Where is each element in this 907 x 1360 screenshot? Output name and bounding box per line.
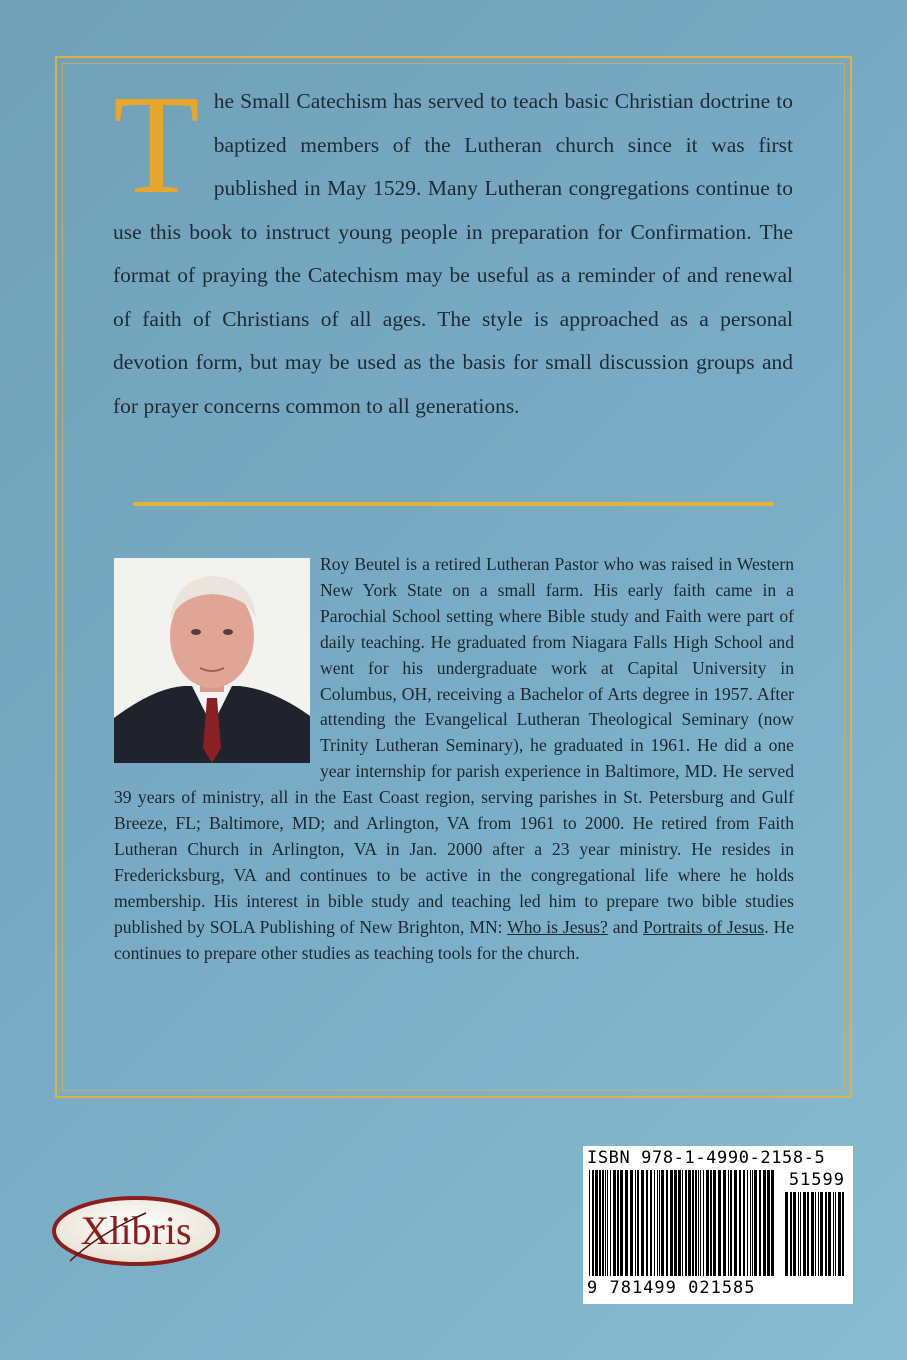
barcode-bar	[700, 1170, 701, 1276]
barcode-bar	[833, 1192, 834, 1276]
barcode-bar	[674, 1170, 677, 1276]
gold-divider	[133, 502, 773, 506]
barcode-bar	[595, 1170, 598, 1276]
barcode-bar	[800, 1192, 801, 1276]
barcode-bar	[759, 1170, 761, 1276]
barcode-bar	[752, 1170, 753, 1276]
barcode-bar	[602, 1170, 604, 1276]
barcode-bar	[842, 1192, 844, 1276]
barcode-bar	[838, 1192, 841, 1276]
addon-bars	[783, 1192, 847, 1280]
barcode-bar	[646, 1170, 648, 1276]
barcode-bar	[793, 1192, 796, 1276]
barcode-bar	[685, 1170, 687, 1276]
barcode-bar	[661, 1170, 664, 1276]
barcode-bar	[657, 1170, 658, 1276]
bio-joiner: and	[607, 916, 643, 937]
barcode-bar	[678, 1170, 681, 1276]
isbn-barcode	[583, 1146, 853, 1304]
barcode-bar	[718, 1170, 721, 1276]
barcode-bar	[617, 1170, 619, 1276]
xlibris-logo-graphic	[50, 1193, 222, 1269]
barcode-bar	[599, 1170, 601, 1276]
book-title-who-is-jesus: Who is Jesus?	[507, 916, 608, 937]
barcode-bar	[610, 1170, 611, 1276]
bio-text-end: . He continues to prepare other studies as teaching tools for the church.	[114, 916, 795, 963]
barcode-bar	[641, 1170, 644, 1276]
book-blurb	[113, 65, 793, 428]
barcode-bar	[710, 1170, 712, 1276]
barcode-bar	[763, 1170, 766, 1276]
barcode-bar	[650, 1170, 652, 1276]
barcode-bar	[698, 1170, 699, 1276]
photo-float-spacer	[114, 552, 320, 762]
barcode-bar	[713, 1170, 716, 1276]
barcode-bar	[825, 1192, 827, 1276]
ean-digits: 9 781499 021585	[587, 1278, 756, 1298]
barcode-bar	[607, 1170, 608, 1276]
barcode-bar	[589, 1170, 590, 1276]
barcode-bar	[750, 1170, 751, 1276]
barcode-bar	[835, 1192, 836, 1276]
barcode-bar	[654, 1170, 655, 1276]
publisher-name: Xlibris	[80, 1208, 192, 1253]
barcode-bar	[785, 1192, 788, 1276]
drop-cap: T	[113, 65, 200, 223]
book-title-portraits-of-jesus: Portraits of Jesus	[643, 916, 765, 937]
barcode-bar	[688, 1170, 691, 1276]
xlibris-logo	[50, 1193, 222, 1269]
isbn-label: ISBN 978-1-4990-2158-5	[587, 1148, 826, 1168]
barcode-bar	[730, 1170, 732, 1276]
barcode-bar	[734, 1170, 737, 1276]
barcode-bar	[798, 1192, 799, 1276]
barcode-bar	[820, 1192, 823, 1276]
barcode-bar	[807, 1192, 809, 1276]
barcode-bar	[771, 1170, 774, 1276]
barcode-bar	[815, 1192, 816, 1276]
barcode-bar	[728, 1170, 729, 1276]
barcode-bar	[754, 1170, 757, 1276]
barcode-bar	[747, 1170, 748, 1276]
barcode-bar	[605, 1170, 606, 1276]
barcode-bar	[682, 1170, 683, 1276]
ean-bars	[587, 1170, 777, 1280]
barcode-bar	[659, 1170, 660, 1276]
barcode-bar	[620, 1170, 623, 1276]
barcode-bar	[625, 1170, 628, 1276]
barcode-bar	[666, 1170, 668, 1276]
bio-text: Roy Beutel is a retired Lutheran Pastor who was raised in Western New York State on a small farm. His early faith came in a Parochial School setting where Bible study and Faith were part of daily teaching. He graduated from Niagara Falls High School and went for his undergraduate work at Capital University in Columbus, OH, receiving a Bachelor of Arts degree in 1957. After attending the Evangelical Lutheran Theological Seminary (now Trinity Lutheran Seminary), he graduated in 1961. He did a one year internship for parish experience in Baltimore, MD. He served 39 years of ministry, all in the East Coast region, serving parishes in St. Petersburg and Gulf Breeze, FL; Baltimore, MD; and Arlington, VA from 1961 to 2000. He retired from Faith Lutheran Church in Arlington, VA in Jan. 2000 after a 23 year ministry. He resides in Fredericksburg, VA and continues to be active in the congregational life where he holds membership. His interest in bible study and teaching led him to prepare two bible studies published by SOLA Publishing of New Brighton, MN:	[114, 554, 794, 937]
barcode-bar	[630, 1170, 633, 1276]
barcode-bar	[706, 1170, 709, 1276]
barcode-bar	[613, 1170, 616, 1276]
barcode-bar	[739, 1170, 741, 1276]
barcode-bar	[695, 1170, 697, 1276]
barcode-bar	[723, 1170, 726, 1276]
barcode-bar	[635, 1170, 636, 1276]
barcode-bar	[637, 1170, 639, 1276]
barcode-bar	[743, 1170, 745, 1276]
barcode-bar	[692, 1170, 694, 1276]
barcode-bar	[803, 1192, 806, 1276]
barcode-bar	[790, 1192, 792, 1276]
barcode-bar	[811, 1192, 814, 1276]
price-code: 51599	[788, 1170, 845, 1190]
blurb-text: he Small Catechism has served to teach basic Christian doctrine to baptized members of the Lutheran church since it was first published in May 1529. Many Lutheran congregations continue to use this book to instruct young people in preparation for Confirmation. The format of praying the Catechism may be useful as a reminder of and renewal of faith of Christians of all ages. The style is approached as a personal devotion form, but may be used as the basis for small discussion groups and for prayer concerns common to all generations.	[113, 89, 793, 418]
barcode-bar	[592, 1170, 594, 1276]
barcode-bar	[703, 1170, 704, 1276]
barcode-bar	[767, 1170, 770, 1276]
barcode-bar	[670, 1170, 673, 1276]
author-bio	[114, 552, 794, 967]
barcode-bar	[828, 1192, 831, 1276]
barcode-bar	[818, 1192, 819, 1276]
